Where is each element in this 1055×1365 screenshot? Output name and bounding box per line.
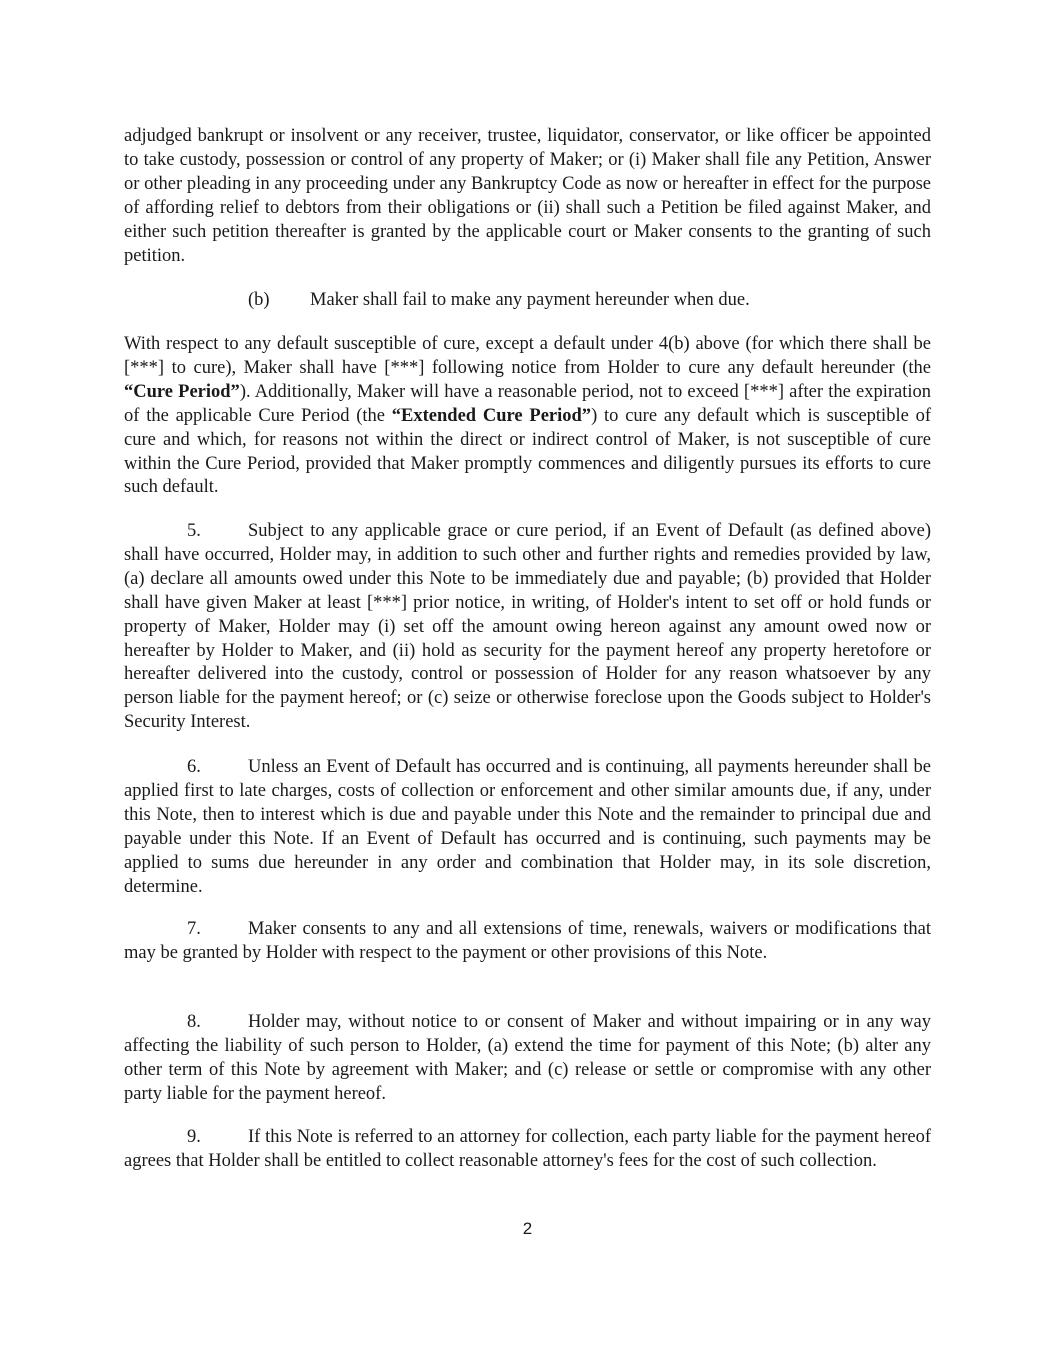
cure-period-paragraph (124, 333, 931, 500)
section-7-text: Maker consents to any and all extensions of time, renewals, waivers or modifications that may be granted by Holder with respect to the payment or other provisions of this Note. (124, 919, 931, 963)
item-b-text: Maker shall fail to make any payment hereunder when due. (310, 290, 750, 310)
item-b-paragraph (248, 289, 750, 313)
section-5-number: 5. (187, 521, 201, 541)
extended-cure-period-term: “Extended Cure Period” (391, 405, 592, 426)
section-7-paragraph (124, 918, 931, 966)
item-b-label: (b) (248, 290, 270, 310)
cure-text-part1: With respect to any default susceptible of cure, except a default under 4(b) above (for which there shall be [***] to cure), Maker shall have [***] following notice from Holder to cure any default hereunder (the (124, 334, 931, 378)
section-9-paragraph (124, 1126, 931, 1174)
section-5-paragraph (124, 520, 931, 735)
cure-period-term: “Cure Period” (124, 381, 240, 402)
section-6-number: 6. (187, 757, 201, 777)
section-7-number: 7. (187, 919, 201, 939)
section-8-text: Holder may, without notice to or consent of Maker and without impairing or in any way affecting the liability of such person to Holder, (a) extend the time for payment of this Note; (b) alter any other term of this Note by agreement with Maker; and (c) release or settle or compromise with any other party liable for the payment hereof. (124, 1012, 931, 1104)
section-6-paragraph (124, 756, 931, 899)
section-8-number: 8. (187, 1012, 201, 1032)
section-6-text: Unless an Event of Default has occurred and is continuing, all payments hereunder shall be applied first to late charges, costs of collection or enforcement and other similar amounts due, if any, under this Note, then to interest which is due and payable under this Note and the remainder to principal due and payable under this Note. If an Event of Default has occurred and is continuing, such payments may be applied to sums due hereunder in any order and combination that Holder may, in its sole discretion, determine. (124, 757, 931, 897)
section-9-text: If this Note is referred to an attorney for collection, each party liable for the payment hereof agrees that Holder shall be entitled to collect reasonable attorney's fees for the cost of such collection. (124, 1127, 931, 1171)
cure-text-part3: ) to cure any default which is susceptible of cure and which, for reasons not within the direct or indirect control of Maker, is not susceptible of cure within the Cure Period, provided that Maker promptly commences and diligently pursues its efforts to cure such default. (124, 405, 931, 498)
section-9-number: 9. (187, 1127, 201, 1147)
cure-text-part2: ). Additionally, Maker will have a reasonable period, not to exceed [***] after the expiration of the applicable Cure Period (the (124, 381, 931, 426)
continuation-paragraph: adjudged bankrupt or insolvent or any receiver, trustee, liquidator, conservator, or like officer be appointed to take custody, possession or control of any property of Maker; or (i) Maker shall file any Petition, Answer or other pleading in any proceeding under any Bankruptcy Code as now or hereafter in effect for the purpose of affording relief to debtors from their obligations or (ii) shall such a Petition be filed against Maker, and either such petition thereafter is granted by the applicable court or Maker consents to the granting of such petition. (124, 126, 931, 266)
section-5-text: Subject to any applicable grace or cure period, if an Event of Default (as defined above) shall have occurred, Holder may, in addition to such other and further rights and remedies provided by law, (a) declare all amounts owed under this Note to be immediately due and payable; (b) provided that Holder shall have given Maker at least [***] prior notice, in writing, of Holder's intent to set off or hold funds or property of Maker, Holder may (i) set off the amount owing hereon against any amount owed now or hereafter by Holder to Maker, and (ii) hold as security for the payment hereof any property heretofore or hereafter delivered into the custody, control or possession of Holder for any reason whatsoever by any person liable for the payment hereof; or (c) seize or otherwise foreclose upon the Goods subject to Holder's Security Interest. (124, 521, 931, 733)
page-number: 2 (522, 1219, 533, 1238)
section-8-paragraph (124, 1011, 931, 1107)
